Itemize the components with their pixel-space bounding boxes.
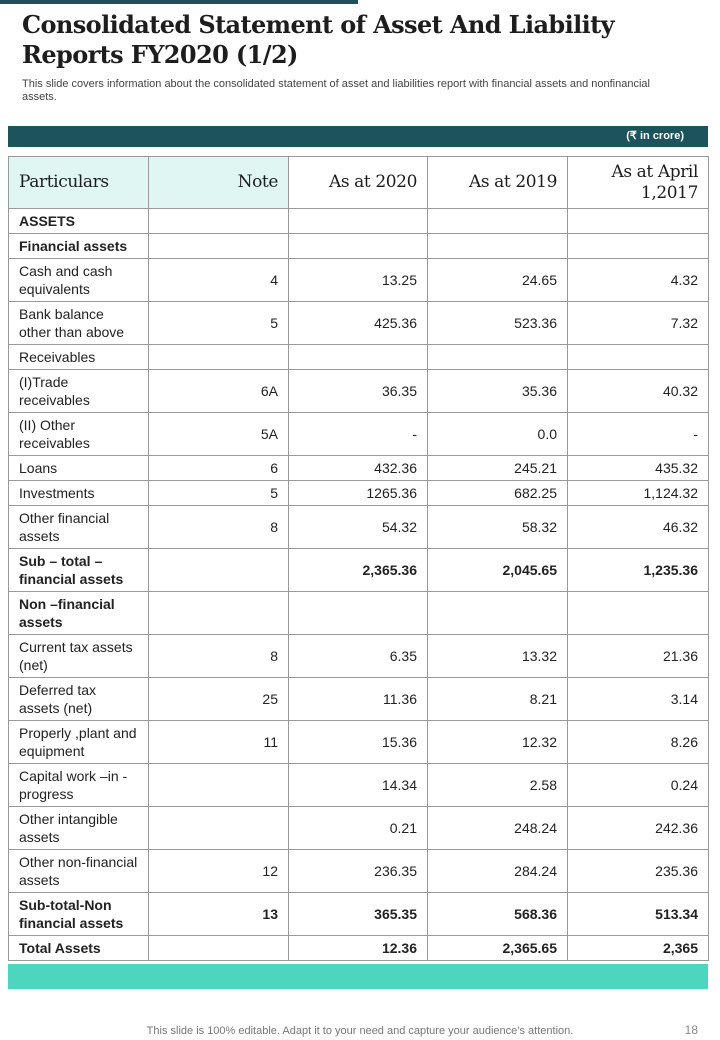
cell-value-2020: 236.35 <box>289 850 428 893</box>
table-row <box>9 592 709 635</box>
cell-note: 5 <box>149 302 289 345</box>
cell-value-april-2017 <box>568 234 709 259</box>
cell-value-april-2017: 1,124.32 <box>568 481 709 506</box>
header-2019: As at 2019 <box>428 157 568 209</box>
cell-value-2019: 523.36 <box>428 302 568 345</box>
cell-note: 4 <box>149 259 289 302</box>
table-row <box>9 259 709 302</box>
cell-value-april-2017 <box>568 209 709 234</box>
cell-value-2019: 248.24 <box>428 807 568 850</box>
cell-note: 25 <box>149 678 289 721</box>
table-row <box>9 807 709 850</box>
cell-value-april-2017: 40.32 <box>568 370 709 413</box>
table-row <box>9 370 709 413</box>
cell-particulars: Loans <box>9 456 149 481</box>
cell-note <box>149 549 289 592</box>
table-row <box>9 413 709 456</box>
cell-particulars: Sub – total – financial assets <box>9 549 149 592</box>
table-body <box>9 209 709 961</box>
table-row <box>9 549 709 592</box>
cell-value-2020: 11.36 <box>289 678 428 721</box>
cell-particulars: Current tax assets (net) <box>9 635 149 678</box>
slide-subtitle: This slide covers information about the consolidated statement of asset and liabilities report with financial assets and nonfinancial assets. <box>22 78 650 103</box>
table-row <box>9 893 709 936</box>
cell-value-april-2017: 46.32 <box>568 506 709 549</box>
cell-value-2020: 12.36 <box>289 936 428 961</box>
cell-value-2020: 1265.36 <box>289 481 428 506</box>
cell-value-2019: 284.24 <box>428 850 568 893</box>
cell-value-april-2017: 7.32 <box>568 302 709 345</box>
cell-value-2019: 568.36 <box>428 893 568 936</box>
cell-value-2019 <box>428 209 568 234</box>
slide-title: Consolidated Statement of Asset And Liability Reports FY2020 (1/2) <box>22 10 614 69</box>
cell-value-2020: 36.35 <box>289 370 428 413</box>
bottom-accent-bar <box>8 964 708 989</box>
header-2020: As at 2020 <box>289 157 428 209</box>
cell-note <box>149 936 289 961</box>
cell-value-2019: 682.25 <box>428 481 568 506</box>
header-particulars: Particulars <box>9 157 149 209</box>
cell-particulars: (I)Trade receivables <box>9 370 149 413</box>
cell-particulars: (II) Other receivables <box>9 413 149 456</box>
asset-statement-table <box>8 156 709 961</box>
cell-particulars: Other financial assets <box>9 506 149 549</box>
cell-value-2019: 12.32 <box>428 721 568 764</box>
cell-note <box>149 592 289 635</box>
table-row <box>9 209 709 234</box>
cell-note: 6A <box>149 370 289 413</box>
cell-particulars: Bank balance other than above <box>9 302 149 345</box>
cell-note: 5 <box>149 481 289 506</box>
cell-value-2019: 24.65 <box>428 259 568 302</box>
cell-value-april-2017: 8.26 <box>568 721 709 764</box>
cell-particulars: Sub-total-Non financial assets <box>9 893 149 936</box>
cell-value-2019: 0.0 <box>428 413 568 456</box>
cell-particulars: Capital work –in -progress <box>9 764 149 807</box>
cell-note <box>149 807 289 850</box>
table-header-row <box>9 157 709 209</box>
cell-value-2020: 432.36 <box>289 456 428 481</box>
cell-value-april-2017: 0.24 <box>568 764 709 807</box>
cell-value-2020: 15.36 <box>289 721 428 764</box>
table-row <box>9 345 709 370</box>
table-row <box>9 850 709 893</box>
table-row <box>9 481 709 506</box>
cell-particulars: Non –financial assets <box>9 592 149 635</box>
cell-value-april-2017: 3.14 <box>568 678 709 721</box>
cell-note: 11 <box>149 721 289 764</box>
cell-value-april-2017: 513.34 <box>568 893 709 936</box>
cell-value-april-2017: - <box>568 413 709 456</box>
unit-bar <box>8 126 708 147</box>
cell-particulars: Deferred tax assets (net) <box>9 678 149 721</box>
cell-note <box>149 234 289 259</box>
cell-value-2019 <box>428 592 568 635</box>
cell-value-2020 <box>289 209 428 234</box>
cell-value-2020: 365.35 <box>289 893 428 936</box>
cell-value-2020: 2,365.36 <box>289 549 428 592</box>
cell-value-2020: 6.35 <box>289 635 428 678</box>
table-row <box>9 635 709 678</box>
cell-value-april-2017: 242.36 <box>568 807 709 850</box>
cell-note <box>149 345 289 370</box>
cell-value-2019: 2,045.65 <box>428 549 568 592</box>
cell-particulars: Properly ,plant and equipment <box>9 721 149 764</box>
table-row <box>9 678 709 721</box>
cell-value-april-2017: 1,235.36 <box>568 549 709 592</box>
cell-value-2019: 2,365.65 <box>428 936 568 961</box>
cell-value-2019: 8.21 <box>428 678 568 721</box>
cell-value-2020: 425.36 <box>289 302 428 345</box>
cell-value-2020 <box>289 234 428 259</box>
cell-value-2020 <box>289 592 428 635</box>
cell-note: 6 <box>149 456 289 481</box>
table-row <box>9 721 709 764</box>
header-april-2017: As at April 1,2017 <box>568 157 709 209</box>
cell-particulars: Financial assets <box>9 234 149 259</box>
unit-label: (₹ in crore) <box>626 130 684 142</box>
cell-value-2020: 13.25 <box>289 259 428 302</box>
cell-particulars: Total Assets <box>9 936 149 961</box>
cell-value-2019: 13.32 <box>428 635 568 678</box>
table-row <box>9 764 709 807</box>
cell-value-2019 <box>428 345 568 370</box>
cell-value-2019: 58.32 <box>428 506 568 549</box>
cell-value-2019: 35.36 <box>428 370 568 413</box>
cell-value-april-2017: 235.36 <box>568 850 709 893</box>
table-row <box>9 456 709 481</box>
table-row <box>9 506 709 549</box>
top-accent-bar <box>0 0 358 4</box>
cell-value-april-2017: 435.32 <box>568 456 709 481</box>
cell-note: 8 <box>149 506 289 549</box>
cell-value-2019 <box>428 234 568 259</box>
footer-note: This slide is 100% editable. Adapt it to your need and capture your audience’s attention. <box>146 1025 574 1037</box>
cell-value-2020: 54.32 <box>289 506 428 549</box>
cell-note: 8 <box>149 635 289 678</box>
cell-value-2019: 245.21 <box>428 456 568 481</box>
cell-particulars: Other non-financial assets <box>9 850 149 893</box>
cell-value-2020: - <box>289 413 428 456</box>
header-note: Note <box>149 157 289 209</box>
cell-note: 12 <box>149 850 289 893</box>
cell-value-april-2017: 4.32 <box>568 259 709 302</box>
cell-value-april-2017 <box>568 345 709 370</box>
page-number: 18 <box>684 1023 698 1037</box>
cell-particulars: Receivables <box>9 345 149 370</box>
cell-note: 5A <box>149 413 289 456</box>
cell-value-2020: 14.34 <box>289 764 428 807</box>
table-row <box>9 936 709 961</box>
cell-note <box>149 764 289 807</box>
cell-note <box>149 209 289 234</box>
cell-particulars: Investments <box>9 481 149 506</box>
cell-value-april-2017 <box>568 592 709 635</box>
cell-particulars: ASSETS <box>9 209 149 234</box>
cell-note: 13 <box>149 893 289 936</box>
cell-value-2019: 2.58 <box>428 764 568 807</box>
table-row <box>9 234 709 259</box>
cell-value-april-2017: 2,365 <box>568 936 709 961</box>
cell-value-2020: 0.21 <box>289 807 428 850</box>
table-row <box>9 302 709 345</box>
cell-particulars: Other intangible assets <box>9 807 149 850</box>
cell-particulars: Cash and cash equivalents <box>9 259 149 302</box>
cell-value-2020 <box>289 345 428 370</box>
cell-value-april-2017: 21.36 <box>568 635 709 678</box>
